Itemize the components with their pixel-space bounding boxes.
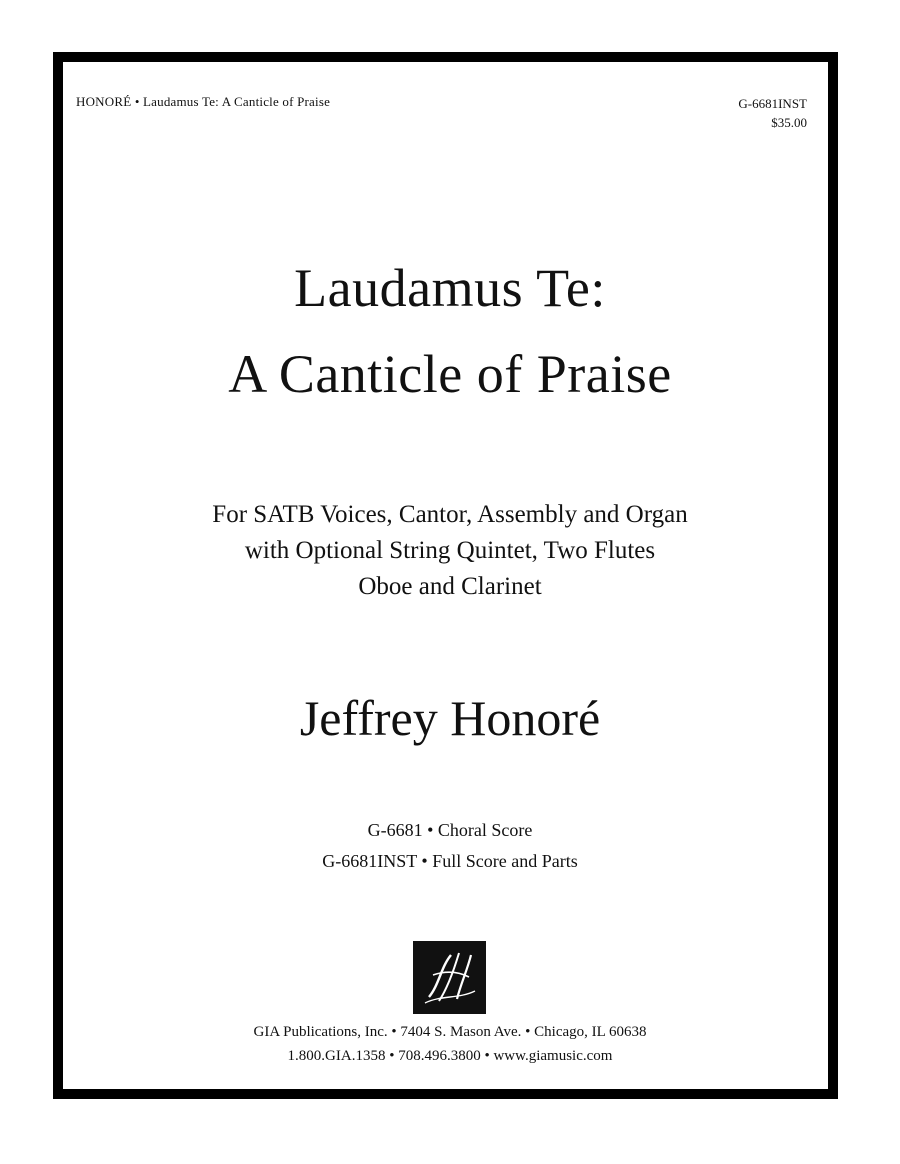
gia-logo-mark — [413, 941, 486, 1014]
editions — [0, 815, 900, 877]
edition-line: G-6681INST • Full Score and Parts — [322, 851, 578, 871]
instrumentation-line: with Optional String Quintet, Two Flutes — [244, 537, 656, 564]
price: $35.00 — [771, 115, 807, 130]
gia-logo-icon — [413, 941, 486, 1014]
running-header: HONORÉ • Laudamus Te: A Canticle of Praise — [76, 94, 331, 109]
publisher-info — [0, 1020, 900, 1068]
composer-name: Jeffrey Honoré — [299, 690, 601, 746]
instrumentation — [0, 497, 900, 605]
publisher-contact: 1.800.GIA.1358 • 708.496.3800 • www.giamusic.com — [287, 1048, 613, 1064]
title-line-1: Laudamus Te: — [294, 258, 606, 318]
instrumentation-line: For SATB Voices, Cantor, Assembly and Organ — [212, 501, 688, 528]
catalog-number: G-6681INST — [738, 96, 807, 111]
instrumentation-line: Oboe and Clarinet — [358, 573, 542, 600]
title-line-2: A Canticle of Praise — [228, 344, 672, 404]
publisher-address: GIA Publications, Inc. • 7404 S. Mason Ave. • Chicago, IL 60638 — [253, 1024, 647, 1040]
catalog-block — [738, 94, 807, 132]
edition-line: G-6681 • Choral Score — [367, 820, 533, 840]
